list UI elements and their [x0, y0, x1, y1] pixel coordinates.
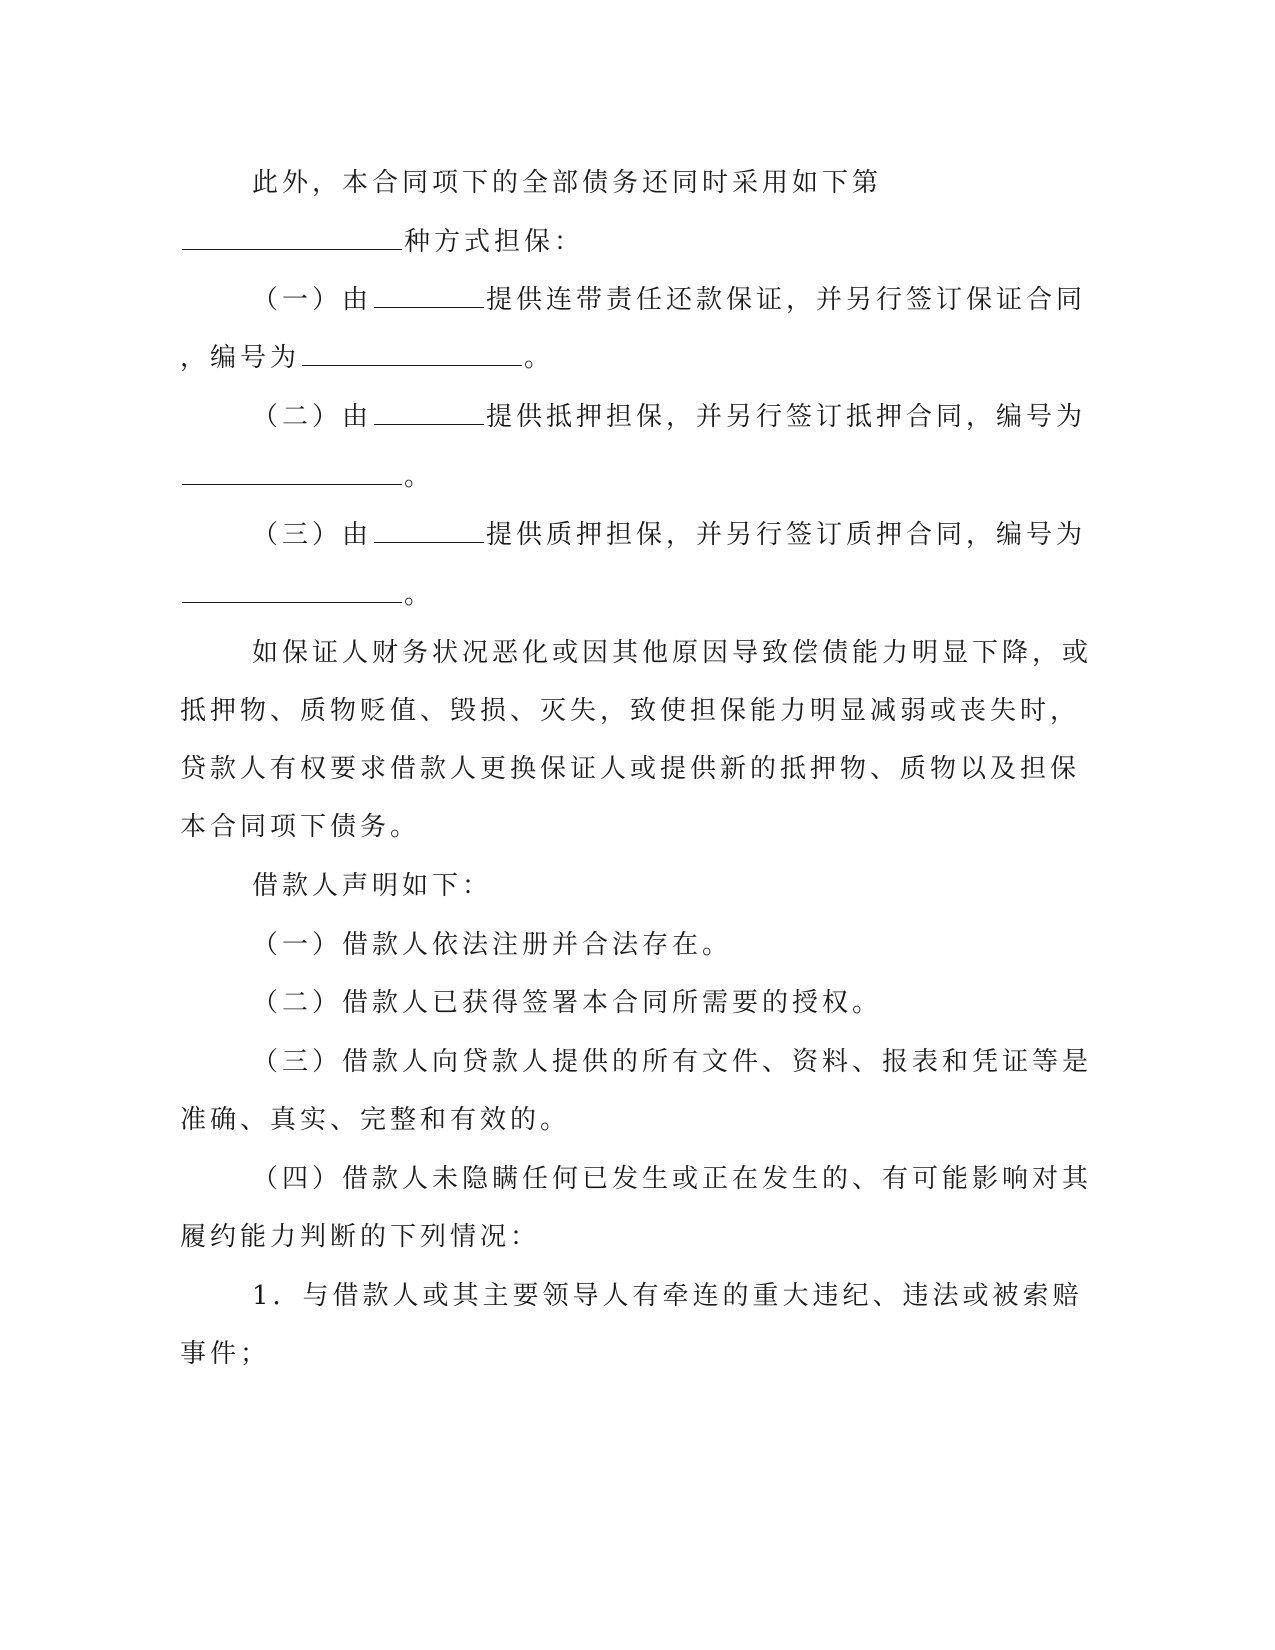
text-line	[252, 636, 1092, 670]
text-run: 此外，本合同项下的全部债务还同时采用如下第	[252, 168, 883, 198]
text-line	[180, 1337, 270, 1371]
text-line	[252, 928, 732, 962]
text-run: 。	[404, 580, 435, 610]
blank-field[interactable]	[182, 227, 402, 250]
text-run: 种方式担保：	[404, 227, 585, 257]
blank-field[interactable]	[182, 462, 402, 485]
text-line	[180, 1103, 570, 1137]
text-line	[180, 810, 420, 844]
blank-field[interactable]	[374, 402, 484, 425]
text-line	[180, 752, 1080, 786]
text-run: 。	[524, 343, 555, 373]
text-run: （一）由	[252, 285, 373, 315]
text-line	[180, 341, 554, 375]
blank-field[interactable]	[302, 343, 522, 366]
text-line	[252, 1279, 1083, 1313]
text-run: 如保证人财务状况恶化或因其他原因导致偿债能力明显下降，或	[252, 638, 1093, 668]
text-run: 贷款人有权要求借款人更换保证人或提供新的抵押物、质物以及担保	[180, 754, 1081, 784]
text-run: 抵押物、质物贬值、毁损、灭失，致使担保能力明显减弱或丧失时，	[180, 696, 1081, 726]
text-line	[252, 166, 882, 200]
text-line	[180, 578, 434, 612]
blank-field[interactable]	[374, 520, 484, 543]
text-run: （四）借款人未隐瞒任何已发生或正在发生的、有可能影响对其	[252, 1164, 1093, 1194]
text-run: （三）由	[252, 520, 373, 550]
text-run: （一）借款人依法注册并合法存在。	[252, 930, 733, 960]
text-line	[252, 986, 882, 1020]
text-run: 事件；	[180, 1339, 271, 1369]
text-line	[252, 400, 1086, 434]
text-run: （二）借款人已获得签署本合同所需要的授权。	[252, 988, 883, 1018]
text-line	[252, 869, 492, 903]
text-run: 履约能力判断的下列情况：	[180, 1222, 541, 1252]
text-run: 1．与借款人或其主要领导人有牵连的重大违纪、违法或被索赔	[252, 1281, 1083, 1311]
text-run: 。	[404, 462, 435, 492]
text-run: ，编号为	[180, 343, 301, 373]
text-run: 提供连带责任还款保证，并另行签订保证合同	[486, 285, 1087, 315]
text-line	[180, 1220, 540, 1254]
text-line	[252, 1045, 1092, 1079]
text-run: （三）借款人向贷款人提供的所有文件、资料、报表和凭证等是	[252, 1047, 1093, 1077]
text-line	[252, 1162, 1092, 1196]
text-line	[252, 518, 1086, 552]
text-line	[180, 225, 584, 259]
text-run: 借款人声明如下：	[252, 871, 493, 901]
text-run: 准确、真实、完整和有效的。	[180, 1105, 571, 1135]
blank-field[interactable]	[374, 285, 484, 308]
text-run: 提供抵押担保，并另行签订抵押合同，编号为	[486, 402, 1087, 432]
text-line	[252, 283, 1086, 317]
text-run: （二）由	[252, 402, 373, 432]
blank-field[interactable]	[182, 580, 402, 603]
text-line	[180, 694, 1080, 728]
text-line	[180, 460, 434, 494]
text-run: 提供质押担保，并另行签订质押合同，编号为	[486, 520, 1087, 550]
text-run: 本合同项下债务。	[180, 812, 421, 842]
